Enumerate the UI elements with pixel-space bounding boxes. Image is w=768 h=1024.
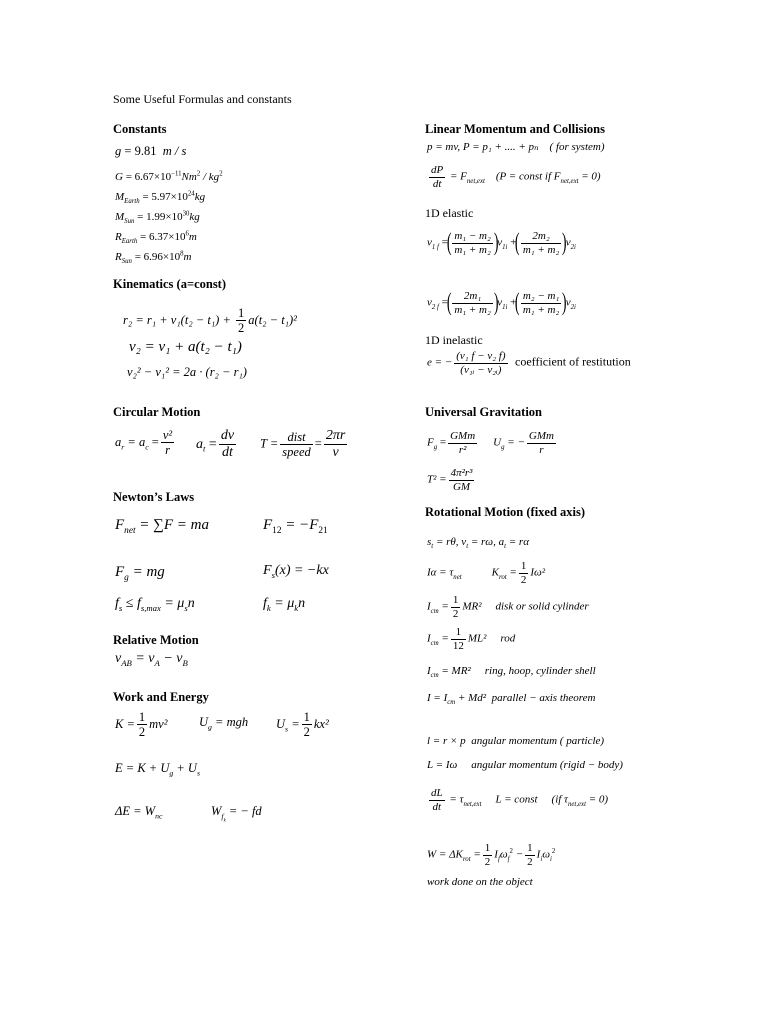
third-law-equation: $F_{12} = -F_{21}$ xyxy=(263,517,328,536)
angular-momentum-rigid-equation: L = Iω angular momentum (rigid − body) xyxy=(427,759,623,771)
angular-momentum-particle-equation: l = r × p angular momentum ( particle) xyxy=(427,735,605,747)
spring-potential-equation: $U_s$ = $\frac{1}{2}$ kx² xyxy=(276,710,329,740)
kinematics-position-equation: r₂ = r₁ + v₁(t₂ − t₁) + $\frac{1}{2}$ a(t₂ − t₁)² xyxy=(123,306,297,336)
relative-motion-heading: Relative Motion xyxy=(113,633,199,647)
restitution-equation: e = − $\frac{\text{(v₁ f − v₂ f)}}{\text{(v₁ᵢ − v₂ᵢ)}}$ coefficient of restitution xyxy=(427,350,631,376)
rotational-work-note: work done on the object xyxy=(427,876,533,888)
kinematics-heading: Kinematics (a=const) xyxy=(113,277,227,291)
circular-motion-heading: Circular Motion xyxy=(113,405,201,419)
net-force-equation: $F_{net} = \sum F$ = ma xyxy=(115,517,209,536)
centripetal-acceleration-equation: $a_r = a_c$ = $\frac{\text{v²}}{r}$ xyxy=(115,428,173,458)
gravity-force-equation: $F_g$ = mg xyxy=(115,564,165,583)
inelastic-label: 1D inelastic xyxy=(425,333,483,347)
constant-mass-sun: $M_{Sun} = 1.99\times 10^{30}kg$ xyxy=(115,210,200,226)
elastic-label: 1D elastic xyxy=(425,206,474,220)
friction-work-equation: $W_{f_k}$ = − fd xyxy=(211,804,262,824)
kepler-third-law: T² = $\frac{\text{4π²r³}}{GM}$ xyxy=(427,467,473,493)
relative-velocity-equation: $v_{AB} = v_A - v_B$ xyxy=(115,651,188,668)
constants-heading: Constants xyxy=(113,122,167,136)
elastic-v2f-equation: $v_{2 f}$ =( $\frac{\text{2m₁}}{\text{m₁ + m₂}}$ )$v_{1i}$ +( $\frac{\text{m₂ − m₁}}{\text{m₁ + m₂}}$ )$v_{2i}$ xyxy=(427,288,576,317)
rotation-kinematics-equation: $s_t = r\theta$, $v_t = r\omega$, $a_t = r\alpha$ xyxy=(427,536,529,551)
static-friction-equation: $f_s \le f_{s,max} = \mu_sn$ xyxy=(115,596,195,613)
gravitation-heading: Universal Gravitation xyxy=(425,405,543,419)
momentum-heading: Linear Momentum and Collisions xyxy=(425,122,605,136)
spring-force-equation: $F_s(x) = -kx$ xyxy=(263,563,329,580)
newtons-laws-heading: Newton’s Laws xyxy=(113,490,195,504)
work-energy-heading: Work and Energy xyxy=(113,690,209,704)
tangential-acceleration-equation: $a_t$ = $\frac{dv}{dt}$ xyxy=(196,428,235,461)
parallel-axis-equation: $I = I_{cm} + Md^2$ parallel − axis theorem xyxy=(427,692,596,707)
moment-disk-equation: $I_{cm}$ = $\frac{1}{2}$ MR² disk or solid cylinder xyxy=(427,594,589,620)
page-title: Some Useful Formulas and constants xyxy=(113,92,292,106)
kinetic-friction-equation: $f_k = \mu_kn$ xyxy=(263,596,306,613)
kinematics-velocity-squared-equation: v₂² − v₁² = 2a · (r₂ − r₁) xyxy=(127,365,247,379)
rotational-dynamics-equation: $I\alpha = \tau_{net}$ $K_{rot}$ = $\frac{1}{2}$ Iω² xyxy=(427,560,546,586)
constant-radius-earth: $R_{Earth} = 6.37\times 10^6m$ xyxy=(115,230,197,246)
rotational-work-equation: $W = \Delta K_{rot}$ = $\frac{1}{2}$ $I_f\omega_f^2$ − $\frac{1}{2}$ $I_i\omega_i^2$ xyxy=(427,842,556,868)
constant-mass-earth: $M_{Earth} = 5.97\times 10^{24}kg$ xyxy=(115,190,206,206)
gravitational-potential-equation: $U_g$ = mgh xyxy=(199,715,249,732)
kinematics-velocity-equation: v₂ = v₁ + a(t₂ − t₁) xyxy=(129,339,242,355)
momentum-definition-equation: p = mv, P = p₁ + .... + pₙ ( for system) xyxy=(427,141,605,153)
momentum-force-equation: $\frac{dP}{dt}$ = $F_{net,ext}$ (P = const if $F_{net,ext} = 0$) xyxy=(431,164,601,190)
constant-g: g = 9.81 m / s xyxy=(115,144,187,158)
kinetic-energy-equation: K = $\frac{1}{2}$ mv² xyxy=(115,710,168,740)
constant-radius-sun: $R_{Sun} = 6.96\times 10^8m$ xyxy=(115,250,192,266)
moment-ring-equation: $I_{cm} = MR^2$ ring, hoop, cylinder shell xyxy=(427,665,596,680)
moment-rod-equation: $I_{cm}$ = $\frac{1}{12}$ ML² rod xyxy=(427,626,516,652)
period-equation: T = dist speed = $\frac{2\pi r}{v}$ xyxy=(260,428,346,461)
torque-angular-momentum-equation: $\frac{dL}{dt}$ = $\tau_{net,ext}$ L = const (if $\tau_{net,ext} = 0$) xyxy=(431,787,609,813)
gravity-force-law: $F_g$ = GMm r² $U_g$ = − GMm r xyxy=(427,430,554,456)
total-energy-equation: $E = K + U_g + U_s$ xyxy=(115,761,200,778)
energy-change-equation: $\Delta E = W_{nc}$ xyxy=(115,804,163,821)
rotation-heading: Rotational Motion (fixed axis) xyxy=(425,505,586,519)
constant-big-g: $G = 6.67\times 10^{-11}Nm^2 / kg^2$ xyxy=(115,170,223,183)
elastic-v1f-equation: $v_{1 f}$ =( $\frac{\text{m₁ − m₂}}{\text{m₁ + m₂}}$ )$v_{1i}$ +( $\frac{\text{2m₂}}{\text{m₁ + m₂}}$ )$v_{2i}$ xyxy=(427,228,576,257)
